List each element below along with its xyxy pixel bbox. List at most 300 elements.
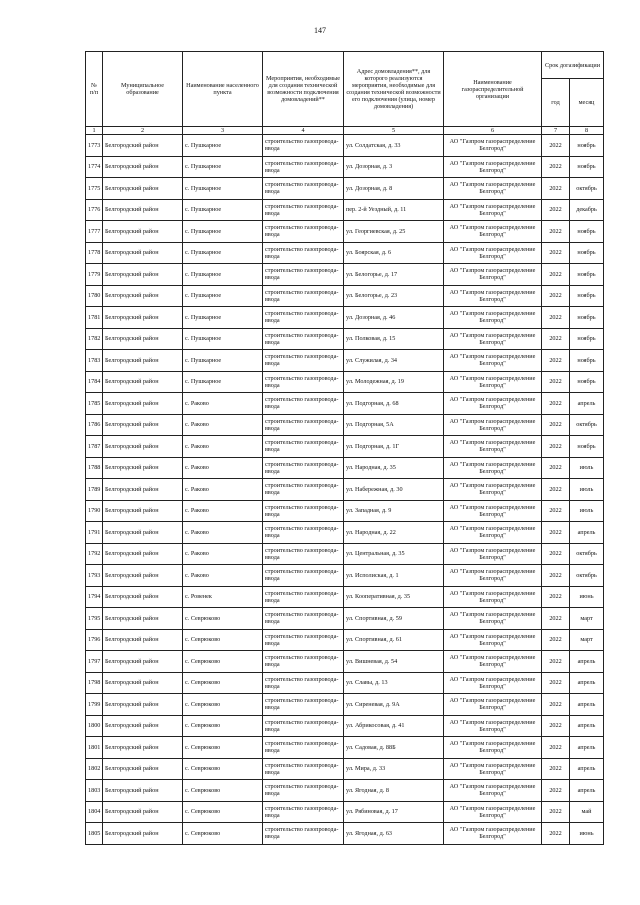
locality-cell: с. Раково bbox=[183, 565, 263, 587]
locality-cell: с. Ровенек bbox=[183, 586, 263, 608]
org-cell: АО "Газпром газораспределение Белгород" bbox=[444, 672, 542, 694]
header-municipality: Муниципальное образование bbox=[103, 52, 183, 127]
address-cell: ул. Ягодная, д. 8 bbox=[344, 780, 444, 802]
org-cell: АО "Газпром газораспределение Белгород" bbox=[444, 823, 542, 845]
work-cell: строительство газопровода-ввода bbox=[263, 694, 344, 716]
work-cell: строительство газопровода-ввода bbox=[263, 307, 344, 329]
table-body bbox=[86, 135, 604, 845]
month-cell: ноябрь bbox=[570, 221, 604, 243]
address-cell: ул. Абрикосовая, д. 41 bbox=[344, 715, 444, 737]
table-row bbox=[86, 371, 604, 393]
month-cell: ноябрь bbox=[570, 307, 604, 329]
municipality-cell: Белгородский район bbox=[103, 135, 183, 157]
work-cell: строительство газопровода-ввода bbox=[263, 178, 344, 200]
header-locality: Наименование населенного пункта bbox=[183, 52, 263, 127]
month-cell: ноябрь bbox=[570, 156, 604, 178]
month-cell: декабрь bbox=[570, 199, 604, 221]
month-cell: ноябрь bbox=[570, 135, 604, 157]
org-cell: АО "Газпром газораспределение Белгород" bbox=[444, 500, 542, 522]
locality-cell: с. Севрюково bbox=[183, 672, 263, 694]
row-number: 1792 bbox=[86, 543, 103, 565]
table-row bbox=[86, 522, 604, 544]
org-cell: АО "Газпром газораспределение Белгород" bbox=[444, 522, 542, 544]
gasification-table bbox=[85, 51, 604, 845]
table-row bbox=[86, 758, 604, 780]
table-row bbox=[86, 307, 604, 329]
org-cell: АО "Газпром газораспределение Белгород" bbox=[444, 199, 542, 221]
locality-cell: с. Раково bbox=[183, 479, 263, 501]
table-row bbox=[86, 586, 604, 608]
address-cell: ул. Белогорье, д. 23 bbox=[344, 285, 444, 307]
row-number: 1778 bbox=[86, 242, 103, 264]
org-cell: АО "Газпром газораспределение Белгород" bbox=[444, 156, 542, 178]
municipality-cell: Белгородский район bbox=[103, 221, 183, 243]
work-cell: строительство газопровода-ввода bbox=[263, 285, 344, 307]
table-row bbox=[86, 565, 604, 587]
year-cell: 2022 bbox=[542, 350, 570, 372]
col-number: 3 bbox=[183, 127, 263, 135]
row-number: 1783 bbox=[86, 350, 103, 372]
municipality-cell: Белгородский район bbox=[103, 780, 183, 802]
address-cell: ул. Ягодная, д. 63 bbox=[344, 823, 444, 845]
org-cell: АО "Газпром газораспределение Белгород" bbox=[444, 565, 542, 587]
month-cell: июнь bbox=[570, 823, 604, 845]
row-number: 1794 bbox=[86, 586, 103, 608]
year-cell: 2022 bbox=[542, 393, 570, 415]
municipality-cell: Белгородский район bbox=[103, 608, 183, 630]
month-cell: апрель bbox=[570, 780, 604, 802]
address-cell: ул. Дозорная, д. 46 bbox=[344, 307, 444, 329]
row-number: 1796 bbox=[86, 629, 103, 651]
locality-cell: с. Пушкарное bbox=[183, 307, 263, 329]
table-row bbox=[86, 672, 604, 694]
year-cell: 2022 bbox=[542, 651, 570, 673]
address-cell: ул. Полковая, д. 15 bbox=[344, 328, 444, 350]
year-cell: 2022 bbox=[542, 608, 570, 630]
month-cell: март bbox=[570, 629, 604, 651]
municipality-cell: Белгородский район bbox=[103, 414, 183, 436]
org-cell: АО "Газпром газораспределение Белгород" bbox=[444, 586, 542, 608]
work-cell: строительство газопровода-ввода bbox=[263, 371, 344, 393]
year-cell: 2022 bbox=[542, 414, 570, 436]
month-cell: июнь bbox=[570, 586, 604, 608]
year-cell: 2022 bbox=[542, 242, 570, 264]
year-cell: 2022 bbox=[542, 479, 570, 501]
work-cell: строительство газопровода-ввода bbox=[263, 221, 344, 243]
row-number: 1797 bbox=[86, 651, 103, 673]
year-cell: 2022 bbox=[542, 457, 570, 479]
municipality-cell: Белгородский район bbox=[103, 350, 183, 372]
table-row bbox=[86, 715, 604, 737]
address-cell: ул. Набережная, д. 30 bbox=[344, 479, 444, 501]
table-row bbox=[86, 651, 604, 673]
address-cell: ул. Народная, д. 35 bbox=[344, 457, 444, 479]
row-number: 1802 bbox=[86, 758, 103, 780]
org-cell: АО "Газпром газораспределение Белгород" bbox=[444, 264, 542, 286]
locality-cell: с. Севрюково bbox=[183, 823, 263, 845]
row-number: 1785 bbox=[86, 393, 103, 415]
org-cell: АО "Газпром газораспределение Белгород" bbox=[444, 543, 542, 565]
locality-cell: с. Пушкарное bbox=[183, 199, 263, 221]
locality-cell: с. Севрюково bbox=[183, 715, 263, 737]
org-cell: АО "Газпром газораспределение Белгород" bbox=[444, 328, 542, 350]
month-cell: июль bbox=[570, 457, 604, 479]
address-cell: ул. Вишневая, д. 54 bbox=[344, 651, 444, 673]
table-row bbox=[86, 543, 604, 565]
locality-cell: с. Раково bbox=[183, 457, 263, 479]
row-number: 1773 bbox=[86, 135, 103, 157]
year-cell: 2022 bbox=[542, 522, 570, 544]
locality-cell: с. Пушкарное bbox=[183, 156, 263, 178]
month-cell: ноябрь bbox=[570, 371, 604, 393]
work-cell: строительство газопровода-ввода bbox=[263, 350, 344, 372]
municipality-cell: Белгородский район bbox=[103, 199, 183, 221]
address-cell: ул. Боярская, д. 6 bbox=[344, 242, 444, 264]
month-cell: апрель bbox=[570, 522, 604, 544]
address-cell: ул. Спортивная, д. 61 bbox=[344, 629, 444, 651]
address-cell: ул. Дозорная, д. 3 bbox=[344, 156, 444, 178]
header-num: № п/п bbox=[86, 52, 103, 127]
org-cell: АО "Газпром газораспределение Белгород" bbox=[444, 801, 542, 823]
year-cell: 2022 bbox=[542, 178, 570, 200]
month-cell: ноябрь bbox=[570, 350, 604, 372]
year-cell: 2022 bbox=[542, 221, 570, 243]
org-cell: АО "Газпром газораспределение Белгород" bbox=[444, 651, 542, 673]
address-cell: ул. Западная, д. 9 bbox=[344, 500, 444, 522]
org-cell: АО "Газпром газораспределение Белгород" bbox=[444, 350, 542, 372]
table-row bbox=[86, 264, 604, 286]
col-number: 8 bbox=[570, 127, 604, 135]
address-cell: ул. Подгорная, 5А bbox=[344, 414, 444, 436]
address-cell: ул. Кооперативная, д. 35 bbox=[344, 586, 444, 608]
org-cell: АО "Газпром газораспределение Белгород" bbox=[444, 135, 542, 157]
org-cell: АО "Газпром газораспределение Белгород" bbox=[444, 479, 542, 501]
month-cell: октябрь bbox=[570, 565, 604, 587]
address-cell: ул. Сиреневая, д. 9А bbox=[344, 694, 444, 716]
municipality-cell: Белгородский район bbox=[103, 436, 183, 458]
address-cell: ул. Центральная, д. 35 bbox=[344, 543, 444, 565]
work-cell: строительство газопровода-ввода bbox=[263, 500, 344, 522]
month-cell: ноябрь bbox=[570, 436, 604, 458]
month-cell: ноябрь bbox=[570, 328, 604, 350]
municipality-cell: Белгородский район bbox=[103, 565, 183, 587]
table-row bbox=[86, 500, 604, 522]
table-row bbox=[86, 221, 604, 243]
row-number: 1801 bbox=[86, 737, 103, 759]
org-cell: АО "Газпром газораспределение Белгород" bbox=[444, 307, 542, 329]
year-cell: 2022 bbox=[542, 264, 570, 286]
table-row bbox=[86, 135, 604, 157]
year-cell: 2022 bbox=[542, 823, 570, 845]
address-cell: ул. Солдатская, д. 33 bbox=[344, 135, 444, 157]
month-cell: октябрь bbox=[570, 543, 604, 565]
address-cell: ул. Молодежная, д. 19 bbox=[344, 371, 444, 393]
locality-cell: с. Пушкарное bbox=[183, 135, 263, 157]
org-cell: АО "Газпром газораспределение Белгород" bbox=[444, 221, 542, 243]
municipality-cell: Белгородский район bbox=[103, 156, 183, 178]
row-number: 1788 bbox=[86, 457, 103, 479]
org-cell: АО "Газпром газораспределение Белгород" bbox=[444, 393, 542, 415]
year-cell: 2022 bbox=[542, 629, 570, 651]
header-term: Срок догазификации bbox=[542, 52, 604, 79]
org-cell: АО "Газпром газораспределение Белгород" bbox=[444, 715, 542, 737]
month-cell: март bbox=[570, 608, 604, 630]
year-cell: 2022 bbox=[542, 436, 570, 458]
locality-cell: с. Пушкарное bbox=[183, 242, 263, 264]
year-cell: 2022 bbox=[542, 565, 570, 587]
header-month: месяц bbox=[570, 79, 604, 127]
header-org: Наименование газораспределительной организации bbox=[444, 52, 542, 127]
table-row bbox=[86, 328, 604, 350]
org-cell: АО "Газпром газораспределение Белгород" bbox=[444, 436, 542, 458]
col-number: 5 bbox=[344, 127, 444, 135]
work-cell: строительство газопровода-ввода bbox=[263, 629, 344, 651]
work-cell: строительство газопровода-ввода bbox=[263, 758, 344, 780]
row-number: 1789 bbox=[86, 479, 103, 501]
org-cell: АО "Газпром газораспределение Белгород" bbox=[444, 737, 542, 759]
address-cell: пер. 2-й Уездный, д. 11 bbox=[344, 199, 444, 221]
table-row bbox=[86, 629, 604, 651]
table-row bbox=[86, 199, 604, 221]
work-cell: строительство газопровода-ввода bbox=[263, 543, 344, 565]
work-cell: строительство газопровода-ввода bbox=[263, 672, 344, 694]
year-cell: 2022 bbox=[542, 500, 570, 522]
municipality-cell: Белгородский район bbox=[103, 629, 183, 651]
year-cell: 2022 bbox=[542, 694, 570, 716]
column-numbers bbox=[86, 127, 604, 135]
work-cell: строительство газопровода-ввода bbox=[263, 479, 344, 501]
address-cell: ул. Славы, д. 13 bbox=[344, 672, 444, 694]
org-cell: АО "Газпром газораспределение Белгород" bbox=[444, 758, 542, 780]
work-cell: строительство газопровода-ввода bbox=[263, 522, 344, 544]
address-cell: ул. Садовая, д. 88Б bbox=[344, 737, 444, 759]
address-cell: ул. Народная, д. 22 bbox=[344, 522, 444, 544]
row-number: 1800 bbox=[86, 715, 103, 737]
year-cell: 2022 bbox=[542, 328, 570, 350]
header-year: год bbox=[542, 79, 570, 127]
month-cell: апрель bbox=[570, 393, 604, 415]
table-row bbox=[86, 457, 604, 479]
org-cell: АО "Газпром газораспределение Белгород" bbox=[444, 780, 542, 802]
address-cell: ул. Исполиская, д. 1 bbox=[344, 565, 444, 587]
locality-cell: с. Раково bbox=[183, 393, 263, 415]
locality-cell: с. Севрюково bbox=[183, 801, 263, 823]
work-cell: строительство газопровода-ввода bbox=[263, 715, 344, 737]
work-cell: строительство газопровода-ввода bbox=[263, 608, 344, 630]
locality-cell: с. Раково bbox=[183, 414, 263, 436]
row-number: 1795 bbox=[86, 608, 103, 630]
locality-cell: с. Севрюково bbox=[183, 629, 263, 651]
municipality-cell: Белгородский район bbox=[103, 307, 183, 329]
locality-cell: с. Пушкарное bbox=[183, 178, 263, 200]
work-cell: строительство газопровода-ввода bbox=[263, 823, 344, 845]
locality-cell: с. Пушкарное bbox=[183, 371, 263, 393]
col-number: 2 bbox=[103, 127, 183, 135]
municipality-cell: Белгородский район bbox=[103, 715, 183, 737]
year-cell: 2022 bbox=[542, 737, 570, 759]
locality-cell: с. Пушкарное bbox=[183, 328, 263, 350]
month-cell: апрель bbox=[570, 737, 604, 759]
municipality-cell: Белгородский район bbox=[103, 522, 183, 544]
locality-cell: с. Раково bbox=[183, 500, 263, 522]
month-cell: апрель bbox=[570, 758, 604, 780]
table-row bbox=[86, 436, 604, 458]
org-cell: АО "Газпром газораспределение Белгород" bbox=[444, 242, 542, 264]
locality-cell: с. Пушкарное bbox=[183, 221, 263, 243]
month-cell: ноябрь bbox=[570, 264, 604, 286]
row-number: 1790 bbox=[86, 500, 103, 522]
row-number: 1781 bbox=[86, 307, 103, 329]
work-cell: строительство газопровода-ввода bbox=[263, 737, 344, 759]
municipality-cell: Белгородский район bbox=[103, 479, 183, 501]
table-row bbox=[86, 479, 604, 501]
address-cell: ул. Георгиевская, д. 25 bbox=[344, 221, 444, 243]
month-cell: май bbox=[570, 801, 604, 823]
address-cell: ул. Мира, д. 33 bbox=[344, 758, 444, 780]
work-cell: строительство газопровода-ввода bbox=[263, 414, 344, 436]
month-cell: апрель bbox=[570, 651, 604, 673]
year-cell: 2022 bbox=[542, 715, 570, 737]
row-number: 1776 bbox=[86, 199, 103, 221]
table-row bbox=[86, 285, 604, 307]
org-cell: АО "Газпром газораспределение Белгород" bbox=[444, 178, 542, 200]
month-cell: июль bbox=[570, 500, 604, 522]
table-row bbox=[86, 350, 604, 372]
org-cell: АО "Газпром газораспределение Белгород" bbox=[444, 457, 542, 479]
month-cell: апрель bbox=[570, 694, 604, 716]
locality-cell: с. Раково bbox=[183, 522, 263, 544]
table-row bbox=[86, 801, 604, 823]
month-cell: октябрь bbox=[570, 414, 604, 436]
municipality-cell: Белгородский район bbox=[103, 178, 183, 200]
municipality-cell: Белгородский район bbox=[103, 737, 183, 759]
page-number: 147 bbox=[314, 26, 326, 35]
row-number: 1798 bbox=[86, 672, 103, 694]
row-number: 1786 bbox=[86, 414, 103, 436]
locality-cell: с. Севрюково bbox=[183, 694, 263, 716]
table-row bbox=[86, 823, 604, 845]
work-cell: строительство газопровода-ввода bbox=[263, 436, 344, 458]
year-cell: 2022 bbox=[542, 156, 570, 178]
org-cell: АО "Газпром газораспределение Белгород" bbox=[444, 608, 542, 630]
locality-cell: с. Пушкарное bbox=[183, 264, 263, 286]
work-cell: строительство газопровода-ввода bbox=[263, 801, 344, 823]
work-cell: строительство газопровода-ввода bbox=[263, 393, 344, 415]
locality-cell: с. Пушкарное bbox=[183, 350, 263, 372]
address-cell: ул. Подгорная, д. 68 bbox=[344, 393, 444, 415]
municipality-cell: Белгородский район bbox=[103, 242, 183, 264]
month-cell: ноябрь bbox=[570, 242, 604, 264]
row-number: 1774 bbox=[86, 156, 103, 178]
year-cell: 2022 bbox=[542, 758, 570, 780]
table-row bbox=[86, 737, 604, 759]
work-cell: строительство газопровода-ввода bbox=[263, 135, 344, 157]
year-cell: 2022 bbox=[542, 780, 570, 802]
address-cell: ул. Рябиновая, д. 17 bbox=[344, 801, 444, 823]
row-number: 1804 bbox=[86, 801, 103, 823]
municipality-cell: Белгородский район bbox=[103, 328, 183, 350]
row-number: 1782 bbox=[86, 328, 103, 350]
org-cell: АО "Газпром газораспределение Белгород" bbox=[444, 694, 542, 716]
locality-cell: с. Севрюково bbox=[183, 608, 263, 630]
col-number: 6 bbox=[444, 127, 542, 135]
row-number: 1784 bbox=[86, 371, 103, 393]
month-cell: апрель bbox=[570, 715, 604, 737]
year-cell: 2022 bbox=[542, 586, 570, 608]
work-cell: строительство газопровода-ввода bbox=[263, 565, 344, 587]
row-number: 1780 bbox=[86, 285, 103, 307]
table-row bbox=[86, 414, 604, 436]
locality-cell: с. Севрюково bbox=[183, 758, 263, 780]
municipality-cell: Белгородский район bbox=[103, 586, 183, 608]
municipality-cell: Белгородский район bbox=[103, 264, 183, 286]
work-cell: строительство газопровода-ввода bbox=[263, 242, 344, 264]
work-cell: строительство газопровода-ввода bbox=[263, 264, 344, 286]
municipality-cell: Белгородский район bbox=[103, 393, 183, 415]
table-row bbox=[86, 780, 604, 802]
table-row bbox=[86, 178, 604, 200]
year-cell: 2022 bbox=[542, 672, 570, 694]
year-cell: 2022 bbox=[542, 371, 570, 393]
address-cell: ул. Служилая, д. 34 bbox=[344, 350, 444, 372]
address-cell: ул. Белогорье, д. 17 bbox=[344, 264, 444, 286]
row-number: 1777 bbox=[86, 221, 103, 243]
month-cell: ноябрь bbox=[570, 285, 604, 307]
row-number: 1787 bbox=[86, 436, 103, 458]
municipality-cell: Белгородский район bbox=[103, 801, 183, 823]
locality-cell: с. Севрюково bbox=[183, 737, 263, 759]
org-cell: АО "Газпром газораспределение Белгород" bbox=[444, 285, 542, 307]
col-number: 1 bbox=[86, 127, 103, 135]
locality-cell: с. Севрюково bbox=[183, 780, 263, 802]
year-cell: 2022 bbox=[542, 285, 570, 307]
municipality-cell: Белгородский район bbox=[103, 651, 183, 673]
address-cell: ул. Спортивная, д. 59 bbox=[344, 608, 444, 630]
municipality-cell: Белгородский район bbox=[103, 694, 183, 716]
municipality-cell: Белгородский район bbox=[103, 457, 183, 479]
municipality-cell: Белгородский район bbox=[103, 758, 183, 780]
municipality-cell: Белгородский район bbox=[103, 823, 183, 845]
row-number: 1779 bbox=[86, 264, 103, 286]
month-cell: октябрь bbox=[570, 178, 604, 200]
locality-cell: с. Севрюково bbox=[183, 651, 263, 673]
row-number: 1791 bbox=[86, 522, 103, 544]
col-number: 4 bbox=[263, 127, 344, 135]
municipality-cell: Белгородский район bbox=[103, 500, 183, 522]
work-cell: строительство газопровода-ввода bbox=[263, 457, 344, 479]
year-cell: 2022 bbox=[542, 801, 570, 823]
year-cell: 2022 bbox=[542, 543, 570, 565]
work-cell: строительство газопровода-ввода bbox=[263, 780, 344, 802]
table-row bbox=[86, 156, 604, 178]
municipality-cell: Белгородский район bbox=[103, 543, 183, 565]
municipality-cell: Белгородский район bbox=[103, 371, 183, 393]
org-cell: АО "Газпром газораспределение Белгород" bbox=[444, 371, 542, 393]
locality-cell: с. Пушкарное bbox=[183, 285, 263, 307]
year-cell: 2022 bbox=[542, 135, 570, 157]
work-cell: строительство газопровода-ввода bbox=[263, 156, 344, 178]
col-number: 7 bbox=[542, 127, 570, 135]
table-row bbox=[86, 242, 604, 264]
row-number: 1775 bbox=[86, 178, 103, 200]
work-cell: строительство газопровода-ввода bbox=[263, 651, 344, 673]
header-address: Адрес домовладения**, для которого реализуются мероприятия, необходимые для создания технической возможности его подключения (улица, номер домовладения) bbox=[344, 52, 444, 127]
row-number: 1803 bbox=[86, 780, 103, 802]
row-number: 1799 bbox=[86, 694, 103, 716]
work-cell: строительство газопровода-ввода bbox=[263, 586, 344, 608]
table-header bbox=[86, 52, 604, 127]
month-cell: июль bbox=[570, 479, 604, 501]
